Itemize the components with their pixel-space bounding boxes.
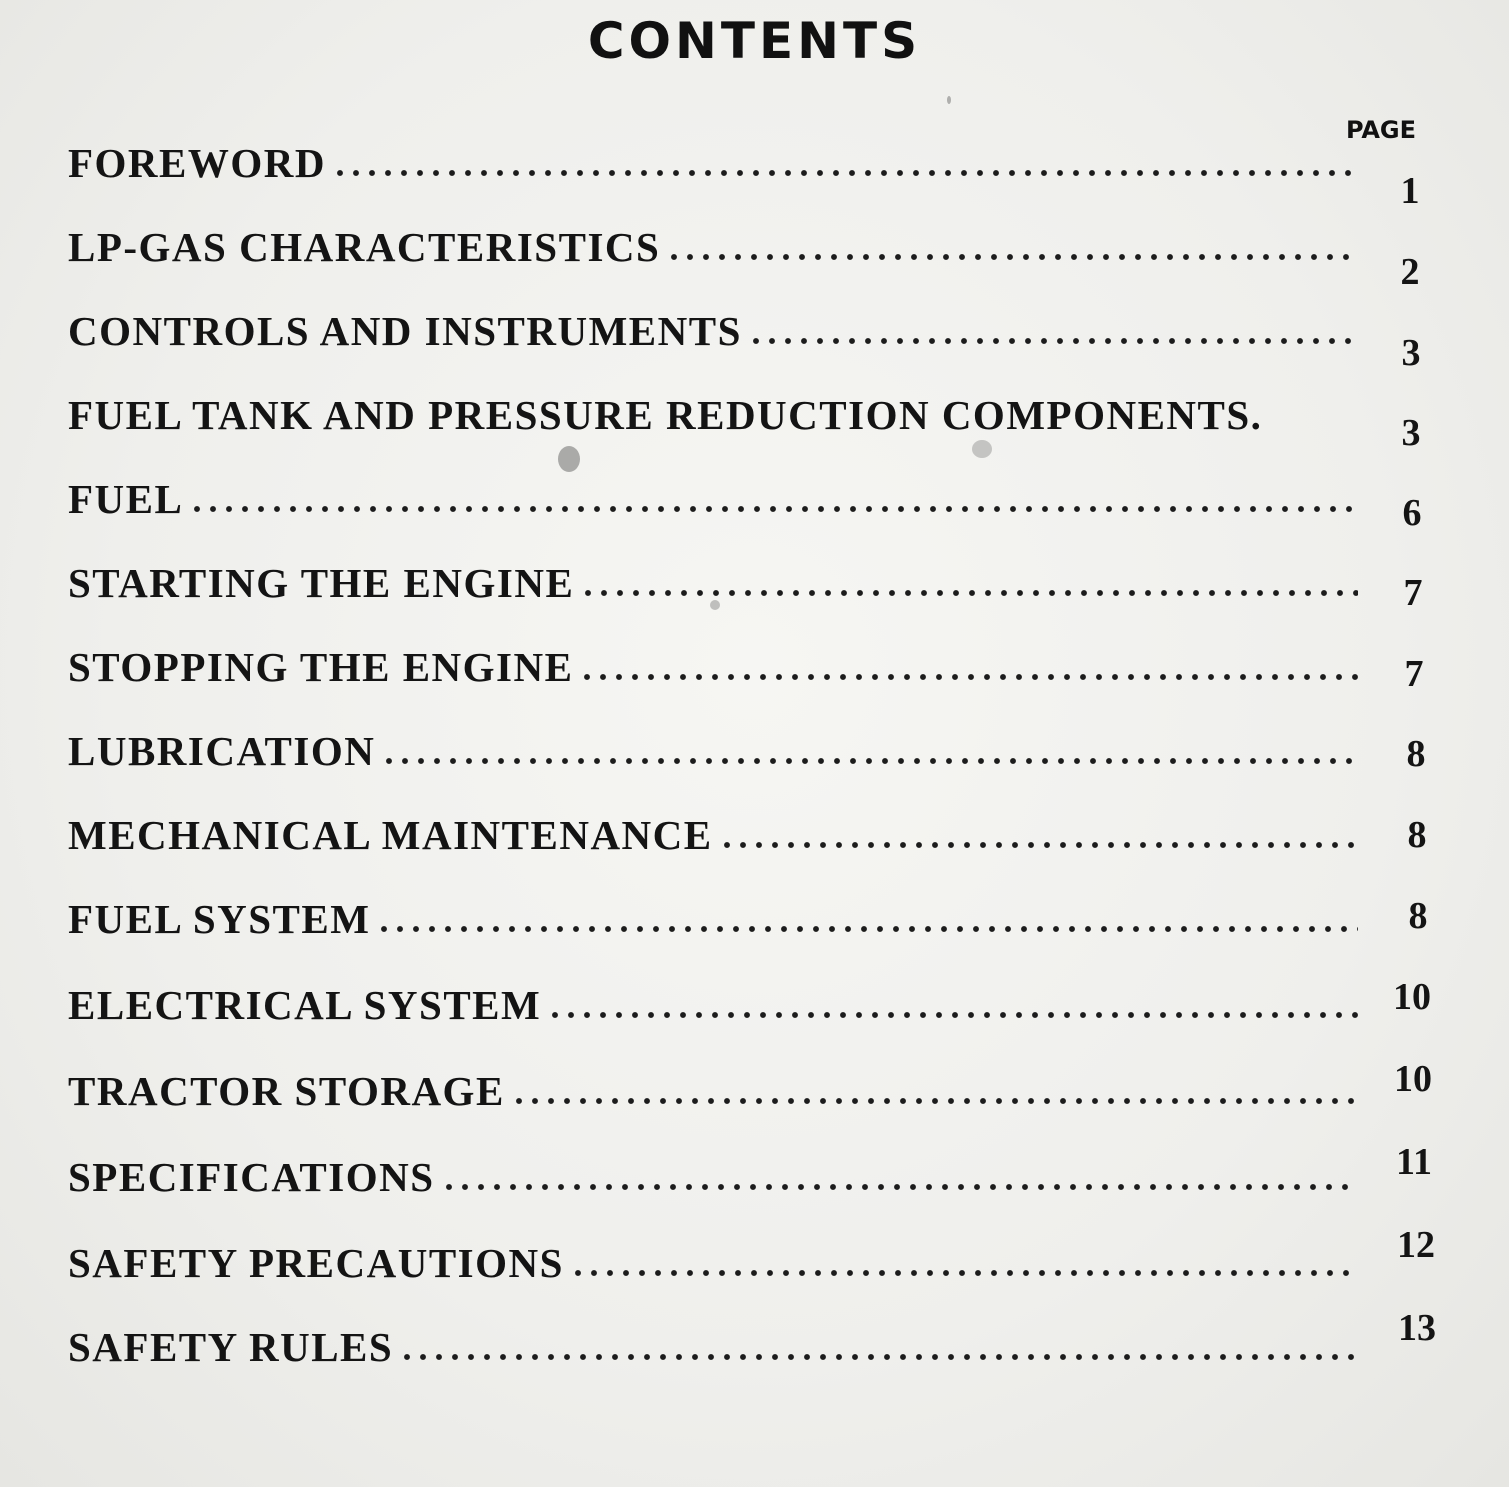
toc-entry-label: LP-GAS CHARACTERISTICS <box>68 224 661 270</box>
toc-entry-label: FUEL TANK AND PRESSURE REDUCTION COMPONENTS. <box>68 392 1263 438</box>
toc-entry-page: 12 <box>1397 1224 1435 1266</box>
toc-entry-page: 10 <box>1394 1058 1432 1100</box>
toc-entry <box>68 128 1358 188</box>
toc-entry <box>68 296 1358 356</box>
toc-entry <box>68 1312 1358 1372</box>
dot-leader <box>547 1010 1358 1020</box>
toc-entry-label: SAFETY RULES <box>68 1324 394 1370</box>
toc-entry-page: 3 <box>1401 412 1421 454</box>
dot-leader <box>511 1096 1358 1106</box>
page-column-header: PAGE <box>1345 116 1417 144</box>
page-title: CONTENTS <box>587 12 922 70</box>
print-speck <box>710 600 720 610</box>
toc-entry-label: TRACTOR STORAGE <box>68 1068 505 1114</box>
toc-entry <box>68 1056 1358 1116</box>
toc-entry <box>68 716 1358 776</box>
toc-entry-label: SPECIFICATIONS <box>68 1154 435 1200</box>
toc-entry <box>68 464 1358 524</box>
toc-entry-page: 8 <box>1408 895 1428 937</box>
toc-entry-page: 8 <box>1406 733 1426 775</box>
toc-entry-label: ELECTRICAL SYSTEM <box>68 982 542 1028</box>
print-speck <box>972 440 992 458</box>
toc-entry-page: 2 <box>1400 251 1420 293</box>
toc-entry-label: SAFETY PRECAUTIONS <box>68 1240 564 1286</box>
dot-leader <box>570 1268 1358 1278</box>
toc-entry-page: 3 <box>1401 332 1421 374</box>
toc-entry <box>68 1142 1358 1202</box>
dot-leader <box>579 672 1358 682</box>
toc-entry <box>68 212 1358 272</box>
dot-leader <box>399 1352 1358 1362</box>
dot-leader <box>719 840 1358 850</box>
dot-leader <box>748 336 1358 346</box>
toc-entry-label: STOPPING THE ENGINE <box>68 644 574 690</box>
toc-entry <box>68 1228 1358 1288</box>
toc-entry-label: STARTING THE ENGINE <box>68 560 575 606</box>
toc-entry-page: 11 <box>1396 1141 1432 1183</box>
toc-entry-page: 1 <box>1400 170 1420 212</box>
toc-entry-label: FUEL <box>68 476 184 522</box>
toc-entry-label: CONTROLS AND INSTRUMENTS <box>68 308 742 354</box>
toc-entry-label: FUEL SYSTEM <box>68 896 371 942</box>
toc-entry <box>68 970 1358 1030</box>
toc-entry-label: FOREWORD <box>68 140 326 186</box>
print-speck <box>558 446 580 472</box>
toc-entry-label: LUBRICATION <box>68 728 376 774</box>
toc-entry-page: 10 <box>1393 976 1431 1018</box>
toc-entry-page: 6 <box>1402 492 1422 534</box>
toc-entry <box>68 380 1358 440</box>
toc-entry-page: 8 <box>1407 814 1427 856</box>
dot-leader <box>381 756 1358 766</box>
toc-entry <box>68 632 1358 692</box>
dot-leader <box>189 504 1358 514</box>
toc-entry-page: 7 <box>1403 572 1423 614</box>
toc-entry-page: 7 <box>1404 653 1424 695</box>
toc-entry <box>68 800 1358 860</box>
toc-entry-label: MECHANICAL MAINTENANCE <box>68 812 713 858</box>
dot-leader <box>666 252 1358 262</box>
toc-entry-page: 13 <box>1398 1307 1436 1349</box>
dot-leader <box>580 588 1358 598</box>
dot-leader <box>376 924 1358 934</box>
toc-entry <box>68 548 1358 608</box>
dot-leader <box>332 168 1358 178</box>
toc-entry <box>68 884 1358 944</box>
print-speck <box>947 96 951 104</box>
dot-leader <box>441 1182 1358 1192</box>
